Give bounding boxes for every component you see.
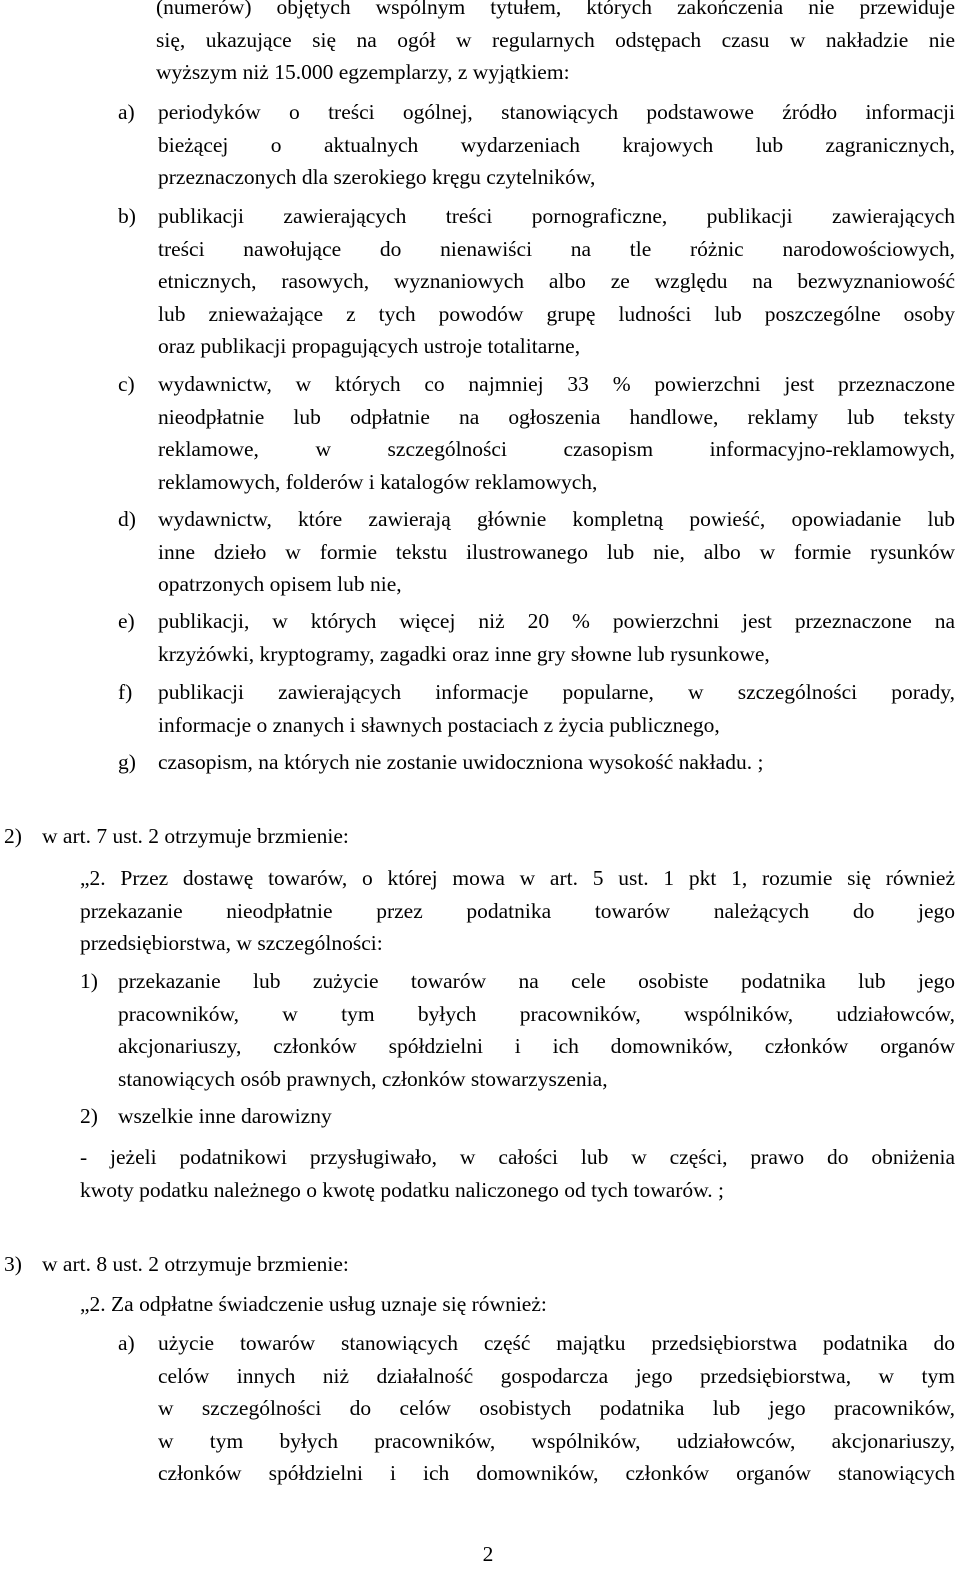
- list-item-label: a): [118, 100, 135, 124]
- text-line: się, ukazujące się na ogół w regularnych odstępach czasu w nakładzie nie: [156, 27, 955, 52]
- text-line: „2. Przez dostawę towarów, o której mowa w art. 5 ust. 1 pkt 1, rozumie się również: [80, 866, 955, 890]
- text-line: w tym byłych pracowników, wspólników, udziałowców, akcjonariuszy,: [158, 1428, 955, 1453]
- section-label: 2): [4, 824, 22, 848]
- text-line: periodyków o treści ogólnej, stanowiących podstawowe źródło informacji: [158, 100, 955, 124]
- text-line: treści nawołujące do nienawiści na tle różnic narodowościowych,: [158, 236, 955, 261]
- text-line: kwoty podatku należnego o kwotę podatku naliczonego od tych towarów. ;: [80, 1177, 725, 1202]
- text-line: pracowników, w tym byłych pracowników, wspólników, udziałowców,: [118, 1001, 955, 1026]
- text-line: członków spółdzielni i ich domowników, członków organów stanowiących: [158, 1461, 955, 1485]
- text-line: etnicznych, rasowych, wyznaniowych albo ze względu na bezwyznaniowość: [158, 269, 955, 293]
- text-line: reklamowych, folderów i katalogów reklamowych,: [158, 469, 598, 494]
- text-line: informacje o znanych i sławnych postaciach z życia publicznego,: [158, 712, 720, 737]
- list-item-label: a): [118, 1331, 135, 1355]
- text-line: publikacji zawierających informacje popularne, w szczególności porady,: [158, 680, 955, 704]
- text-line: bieżącej o aktualnych wydarzeniach krajowych lub zagranicznych,: [158, 132, 955, 157]
- text-line: reklamowe, w szczególności czasopism informacyjno-reklamowych,: [158, 437, 955, 461]
- text-line: przedsiębiorstwa, w szczególności:: [80, 931, 383, 955]
- text-line: w szczególności do celów osobistych podatnika lub jego pracowników,: [158, 1396, 955, 1420]
- text-line: wydawnictw, w których co najmniej 33 % powierzchni jest przeznaczone: [158, 372, 955, 396]
- text-line: stanowiących osób prawnych, członków stowarzyszenia,: [118, 1066, 608, 1091]
- quoted-paragraph: [80, 862, 955, 960]
- text-line: przekazanie lub zużycie towarów na cele osobiste podatnika lub jego: [118, 969, 955, 993]
- section-heading: w art. 8 ust. 2 otrzymuje brzmienie:: [42, 1252, 349, 1276]
- text-line: wszelkie inne darowizny: [118, 1104, 332, 1128]
- list-item-label: f): [118, 680, 133, 704]
- list-item-label: 1): [80, 969, 98, 993]
- list-item-label: c): [118, 372, 135, 396]
- text-line: celów innych niż działalność gospodarcza jego przedsiębiorstwa, w tym: [158, 1363, 955, 1388]
- text-line: „2. Za odpłatne świadczenie usług uznaje się również:: [80, 1292, 547, 1316]
- section-label: 3): [4, 1252, 22, 1276]
- text-line: użycie towarów stanowiących część majątku przedsiębiorstwa podatnika do: [158, 1331, 955, 1355]
- text-line: publikacji, w których więcej niż 20 % powierzchni jest przeznaczone na: [158, 609, 955, 633]
- text-line: wyższym niż 15.000 egzemplarzy, z wyjątkiem:: [156, 60, 570, 84]
- text-line: publikacji zawierających treści pornograficzne, publikacji zawierających: [158, 204, 955, 228]
- text-line: lub znieważające z tych powodów grupę ludności lub poszczególne osoby: [158, 301, 955, 326]
- text-line: - jeżeli podatnikowi przysługiwało, w całości lub w części, prawo do obniżenia: [80, 1145, 955, 1169]
- list-item-label: 2): [80, 1104, 98, 1128]
- quoted-paragraph: [80, 1288, 955, 1321]
- text-line: opatrzonych opisem lub nie,: [158, 572, 402, 596]
- list-item-label: g): [118, 750, 136, 774]
- closing-paragraph: [80, 1141, 955, 1206]
- text-line: akcjonariuszy, członków spółdzielni i ich domowników, członków organów: [118, 1034, 955, 1058]
- list-item-label: d): [118, 507, 136, 531]
- intro-paragraph: [156, 0, 955, 89]
- page-number: 2: [482, 1542, 494, 1566]
- text-line: oraz publikacji propagujących ustroje totalitarne,: [158, 334, 581, 358]
- section-heading: w art. 7 ust. 2 otrzymuje brzmienie:: [42, 824, 349, 848]
- text-line: krzyżówki, kryptogramy, zagadki oraz inne gry słowne lub rysunkowe,: [158, 641, 770, 666]
- text-line: czasopism, na których nie zostanie uwidoczniona wysokość nakładu. ;: [158, 750, 764, 774]
- text-line: przekazanie nieodpłatnie przez podatnika towarów należących do jego: [80, 898, 955, 923]
- text-line: wydawnictw, które zawierają głównie kompletną powieść, opowiadanie lub: [158, 507, 955, 531]
- text-line: inne dzieło w formie tekstu ilustrowanego lub nie, albo w formie rysunków: [158, 539, 955, 564]
- text-line: przeznaczonych dla szerokiego kręgu czytelników,: [158, 165, 596, 189]
- list-item-label: b): [118, 204, 136, 228]
- text-line: (numerów) objętych wspólnym tytułem, których zakończenia nie przewiduje: [156, 0, 955, 19]
- list-item-label: e): [118, 609, 135, 633]
- text-line: nieodpłatnie lub odpłatnie na ogłoszenia handlowe, reklamy lub teksty: [158, 404, 955, 429]
